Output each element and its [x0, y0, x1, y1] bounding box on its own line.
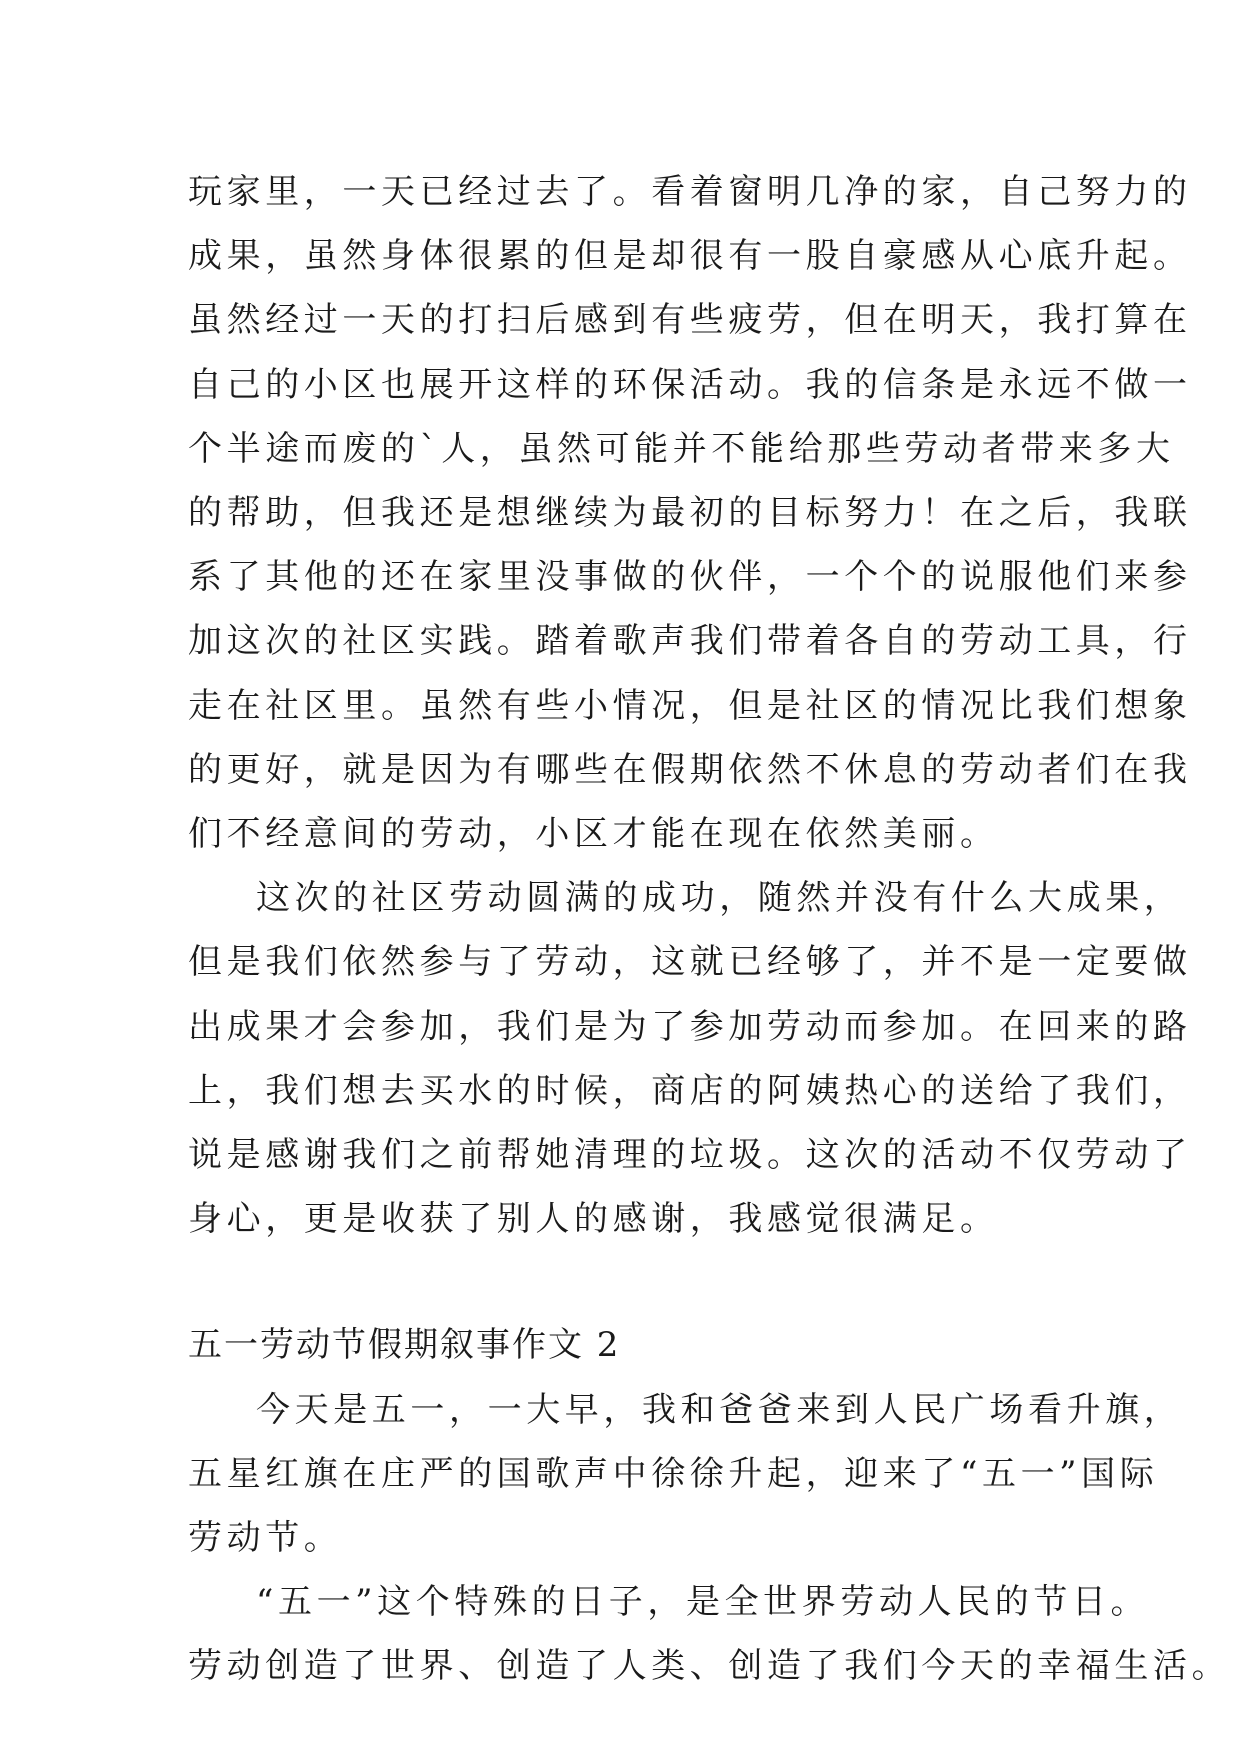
paragraph-4	[188, 1570, 1231, 1698]
text-line: 劳动创造了世界、创造了人类、创造了我们今天的幸福生活。	[188, 1646, 1231, 1687]
text-line: 说是感谢我们之前帮她清理的垃圾。这次的活动不仅劳动了	[188, 1135, 1192, 1176]
text-line: 自己的小区也展开这样的环保活动。我的信条是永远不做一	[188, 364, 1192, 405]
text-line: 五星红旗在庄严的国歌声中徐徐升起，迎来了“五一”国际	[188, 1453, 1159, 1494]
text-line: 们不经意间的劳动，小区才能在现在依然美丽。	[188, 814, 999, 855]
text-line: 身心，更是收获了别人的感谢，我感觉很满足。	[188, 1199, 999, 1240]
paragraph-2	[188, 866, 1192, 1251]
text-line: 上，我们想去买水的时候，商店的阿姨热心的送给了我们，	[188, 1070, 1192, 1111]
text-line: 的帮助，但我还是想继续为最初的目标努力！在之后，我联	[188, 493, 1192, 534]
text-line: 个半途而废的`人，虽然可能并不能给那些劳动者带来多大	[188, 428, 1175, 469]
text-line: 的更好，就是因为有哪些在假期依然不休息的劳动者们在我	[188, 749, 1192, 790]
text-line: 加这次的社区实践。踏着歌声我们带着各自的劳动工具，行	[188, 621, 1192, 662]
text-line: 系了其他的还在家里没事做的伙伴，一个个的说服他们来参	[188, 557, 1192, 598]
document-body	[188, 160, 1231, 1699]
section-spacer	[188, 1251, 1068, 1313]
text-line: 今天是五一，一大早，我和爸爸来到人民广场看升旗，	[256, 1389, 1183, 1430]
text-line: 虽然经过一天的打扫后感到有些疲劳，但在明天，我打算在	[188, 300, 1192, 341]
paragraph-3	[188, 1378, 1183, 1571]
text-line: 走在社区里。虽然有些小情况，但是社区的情况比我们想象	[188, 685, 1192, 726]
text-line: 玩家里，一天已经过去了。看着窗明几净的家，自己努力的	[188, 172, 1192, 212]
text-line: 出成果才会参加，我们是为了参加劳动而参加。在回来的路	[188, 1006, 1192, 1047]
text-line: 这次的社区劳动圆满的成功，随然并没有什么大成果，	[256, 878, 1183, 919]
text-line: “五一”这个特殊的日子，是全世界劳动人民的节日。	[256, 1582, 1150, 1623]
section-title: 五一劳动节假期叙事作文 2	[188, 1325, 621, 1366]
text-line: 成果，虽然身体很累的但是却很有一股自豪感从心底升起。	[188, 236, 1192, 277]
text-line: 但是我们依然参与了劳动，这就已经够了，并不是一定要做	[188, 942, 1192, 983]
paragraph-1	[188, 160, 1192, 866]
text-line: 劳动节。	[188, 1518, 343, 1559]
